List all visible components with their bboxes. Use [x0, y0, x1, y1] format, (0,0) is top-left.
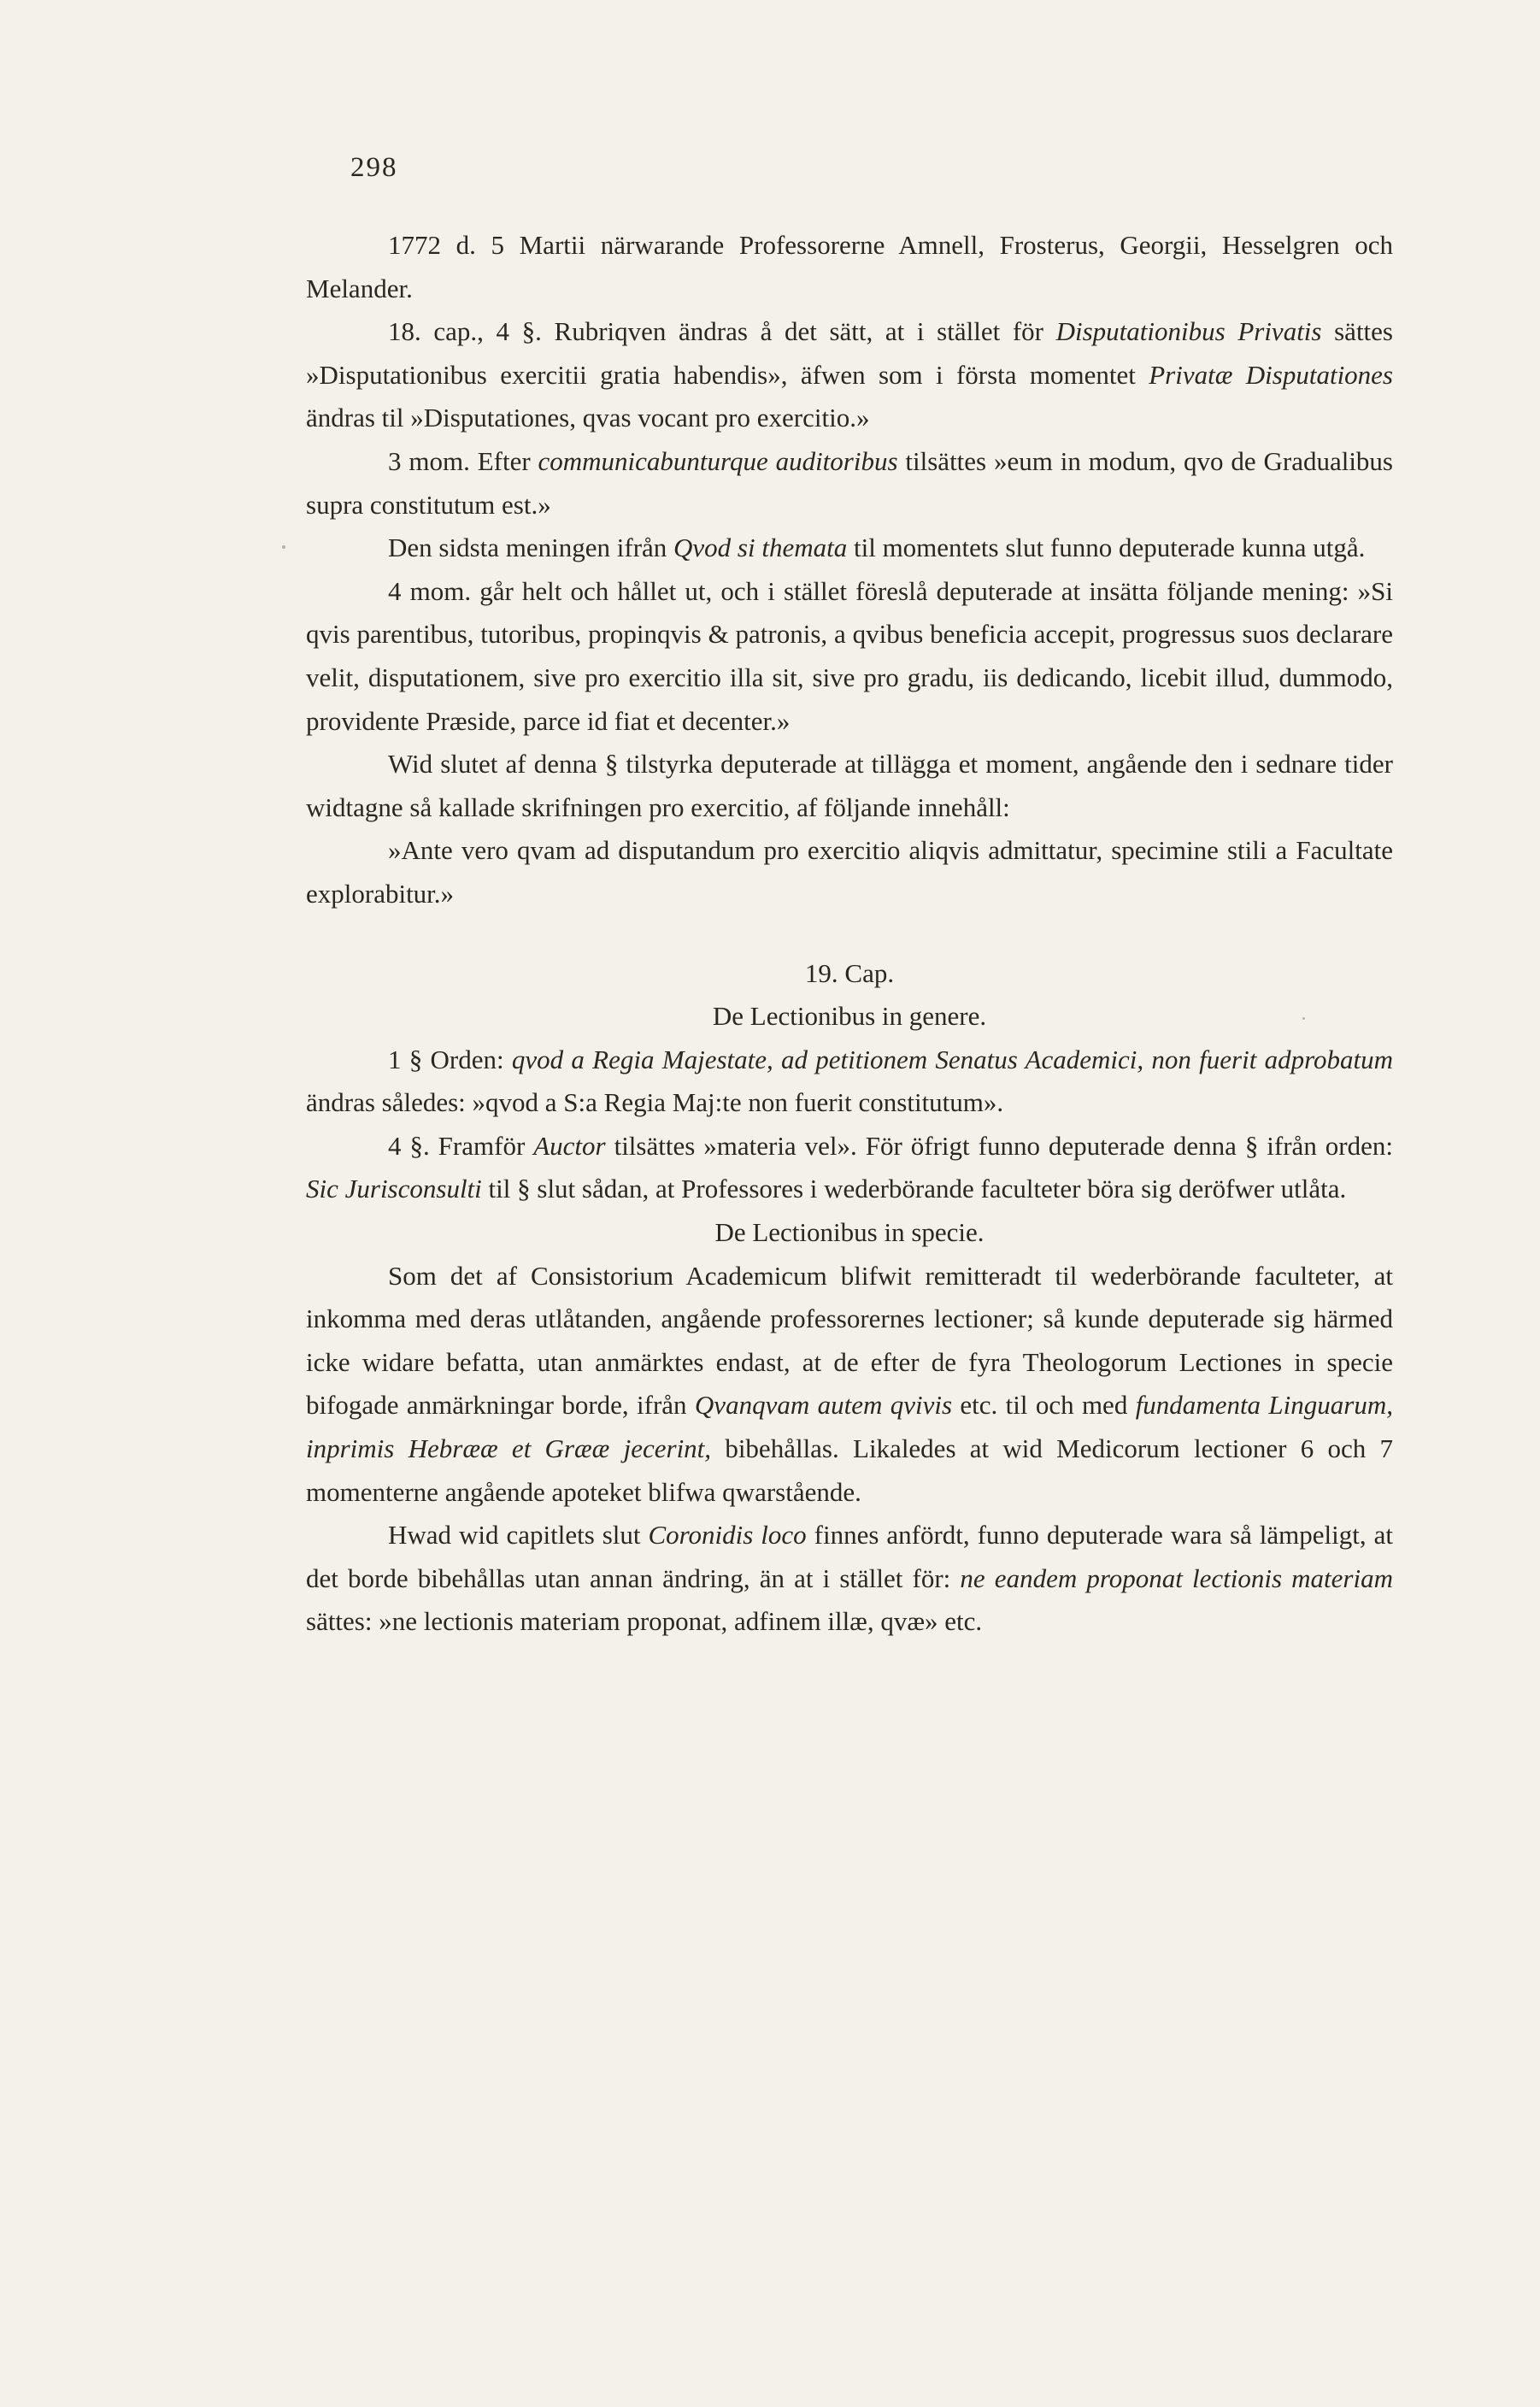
text-run: ändras således: »qvod a S:a Regia Maj:te non fuerit constitutum». [306, 1087, 1004, 1118]
text-run: etc. til och med [952, 1390, 1136, 1421]
italic-text-run: communicabunturque auditoribus [538, 445, 898, 476]
italic-text-run: Qvanqvam autem qvivis [694, 1390, 953, 1421]
text-run: 3 mom. Efter [388, 445, 538, 476]
italic-text-run: qvod a Regia Majestate, ad petitionem Senatus Academici, non fuerit adprobatum [511, 1044, 1393, 1074]
text-run: 4 mom. går helt och hållet ut, och i stället föreslå deputerade at insätta följande mening: »Si qvis parentibus, tutoribus, propinqvis & patronis, a qvibus beneficia accepit, progressus suos declarare velit, disputationem, sive pro exercitio illa sit, sive pro gradu, iis dedicando, licebit illud, dummodo, providente Præside, parce id fiat et decenter.» [306, 575, 1393, 736]
italic-text-run: Sic Jurisconsulti [306, 1174, 482, 1204]
page-number: 298 [350, 152, 398, 183]
text-run: Den sidsta meningen ifrån [388, 533, 674, 563]
paragraph [306, 527, 1393, 570]
text-run: ändras til »Disputationes, qvas vocant pro exercitio.» [306, 403, 870, 433]
paragraph [306, 829, 1393, 915]
text-run: Som det af Consistorium Academicum blifwit remitteradt til wederbörande faculteter, at inkomma med deras utlåtanden, angående professorernes lectioner; så kunde deputerade sig härmed icke widare befatta, utan anmärktes endast, at de efter de fyra Theologorum Lectiones in specie bifogade anmärkningar borde, ifrån [306, 1260, 1393, 1421]
italic-text-run: Qvod si themata [673, 533, 848, 563]
text-run: Wid slutet af denna § tilstyrka deputerade at tillägga et moment, angående den i sednare tider widtagne så kallade skrifningen pro exercitio, af följande innehåll: [306, 749, 1393, 822]
text-run: Hwad wid capitlets slut [388, 1520, 649, 1551]
paragraph-group-deputerade-chapter-18 [306, 224, 1393, 916]
text-run: bibehållas. Likaledes at wid Medicorum lectioner 6 och 7 momenterne angående apoteket blifwa qwarstående. [306, 1433, 1394, 1507]
italic-text-run: Privatæ Disputationes [1149, 359, 1393, 390]
text-run: til momentets slut funno deputerade kunna utgå. [847, 533, 1366, 563]
paragraph [306, 1255, 1393, 1515]
paper-speck [282, 545, 285, 549]
section-heading-in-specie: De Lectionibus in specie. [714, 1217, 985, 1248]
paragraph [306, 440, 1393, 527]
paper-speck [1302, 1017, 1305, 1020]
text-run: 4 §. Framför [388, 1130, 534, 1161]
paragraph [306, 224, 1393, 310]
text-run: sättes: »ne lectionis materiam proponat, adfinem illæ, qvæ» etc. [306, 1606, 983, 1637]
paragraph [306, 570, 1393, 743]
italic-text-run: Auctor [533, 1130, 606, 1161]
paragraph [306, 1514, 1393, 1644]
paragraph [306, 1125, 1393, 1211]
paragraph-group-in-specie [306, 1255, 1393, 1644]
paragraph-group-in-genere [306, 1039, 1393, 1211]
text-run: finnes anfördt, funno deputerade wara så lämpeligt, at det borde bibehållas utan annan ändring, än at i stället för: [306, 1520, 1393, 1593]
text-run: tilsättes »materia vel». För öfrigt funno deputerade denna § ifrån orden: [605, 1130, 1393, 1161]
text-run: tilsättes »eum in modum, qvo de Gradualibus supra constitutum est.» [306, 445, 1394, 520]
section-heading-in-genere: De Lectionibus in genere. [712, 1001, 987, 1032]
italic-text-run: Disputationibus Privatis [1055, 316, 1322, 347]
text-run: 1 § Orden: [388, 1044, 512, 1074]
chapter-heading: 19. Cap. [804, 957, 895, 988]
text-run: sättes »Disputationibus exercitii gratia habendis», äfwen som i första momentet [306, 316, 1393, 390]
paragraph [306, 1039, 1393, 1125]
paragraph [306, 743, 1393, 829]
body-text [306, 224, 1393, 1644]
text-run: til § slut sådan, at Professores i wederbörande faculteter böra sig deröfwer utlåta. [481, 1174, 1347, 1204]
italic-text-run: Coronidis loco [648, 1520, 807, 1551]
paragraph [306, 310, 1393, 440]
italic-text-run: ne eandem proponat lectionis materiam [960, 1562, 1393, 1593]
text-run: 18. cap., 4 §. Rubriqven ändras å det sätt, at i stället för [388, 316, 1056, 347]
text-run: 1772 d. 5 Martii närwarande Professorerne Amnell, Frosterus, Georgii, Hesselgren och Melander. [306, 230, 1393, 303]
text-run: »Ante vero qvam ad disputandum pro exercitio aliqvis admittatur, specimine stili a Facultate explorabitur.» [306, 835, 1393, 909]
italic-text-run: fundamenta Linguarum, inprimis Hebrææ et Grææ jecerint, [306, 1390, 1393, 1464]
